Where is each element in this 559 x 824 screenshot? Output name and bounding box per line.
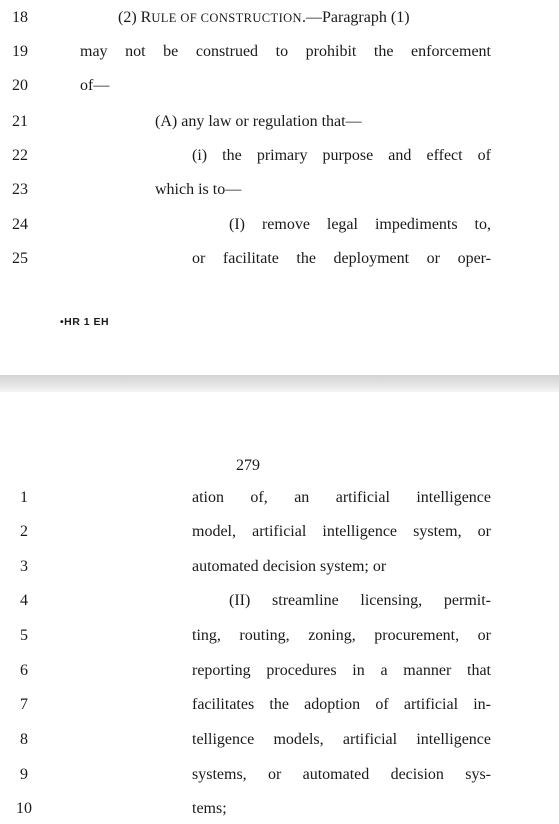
page-separator xyxy=(0,375,559,392)
bill-text-line: (i) the primary purpose and effect of xyxy=(192,147,491,164)
line-number: 10 xyxy=(16,800,32,817)
heading-continuation: .—Paragraph (1) xyxy=(302,9,410,26)
line-number: 7 xyxy=(20,696,28,713)
bill-text-line: which is to— xyxy=(155,181,242,198)
bill-page-278 xyxy=(0,0,559,375)
bill-text-line: or facilitate the deployment or oper- xyxy=(192,250,491,267)
bill-text-line xyxy=(118,8,410,28)
bill-identifier-footer: •HR 1 EH xyxy=(60,316,110,328)
line-number: 23 xyxy=(12,181,28,198)
line-number: 3 xyxy=(20,558,28,575)
bill-text-line: tems; xyxy=(192,800,227,817)
bill-text-line: of— xyxy=(80,77,110,94)
bill-text-line: may not be construed to prohibit the enforcement xyxy=(80,43,491,60)
bill-text-line: (A) any law or regulation that— xyxy=(155,113,362,130)
line-number: 24 xyxy=(12,216,28,233)
page-number: 279 xyxy=(236,457,260,474)
line-number: 9 xyxy=(20,766,28,783)
paragraph-marker: (2) xyxy=(118,9,141,26)
bill-text-line: reporting procedures in a manner that xyxy=(192,662,491,679)
heading-initial: R xyxy=(140,9,152,26)
line-number: 2 xyxy=(20,523,28,540)
bill-text-line: systems, or automated decision sys- xyxy=(192,766,491,783)
line-number: 19 xyxy=(12,43,28,60)
bill-text-line: facilitates the adoption of artificial in- xyxy=(192,696,491,713)
line-number: 1 xyxy=(20,489,28,506)
heading-smallcaps: ULE OF CONSTRUCTION xyxy=(151,11,302,25)
line-number: 22 xyxy=(12,147,28,164)
line-number: 8 xyxy=(20,731,28,748)
bill-text-line: ting, routing, zoning, procurement, or xyxy=(192,627,491,644)
bill-text-line: model, artificial intelligence system, or xyxy=(192,523,491,540)
line-number: 21 xyxy=(12,113,28,130)
bill-text-line: ation of, an artificial intelligence xyxy=(192,489,491,506)
line-number: 18 xyxy=(12,9,28,26)
line-number: 6 xyxy=(20,662,28,679)
bill-text-line: automated decision system; or xyxy=(192,558,387,575)
bill-text-line: (I) remove legal impediments to, xyxy=(229,216,491,233)
bill-text-line: telligence models, artificial intelligence xyxy=(192,731,491,748)
line-number: 25 xyxy=(12,250,28,267)
bill-text-line: (II) streamline licensing, permit- xyxy=(229,592,491,609)
line-number: 20 xyxy=(12,77,28,94)
line-number: 5 xyxy=(20,627,28,644)
line-number: 4 xyxy=(20,592,28,609)
